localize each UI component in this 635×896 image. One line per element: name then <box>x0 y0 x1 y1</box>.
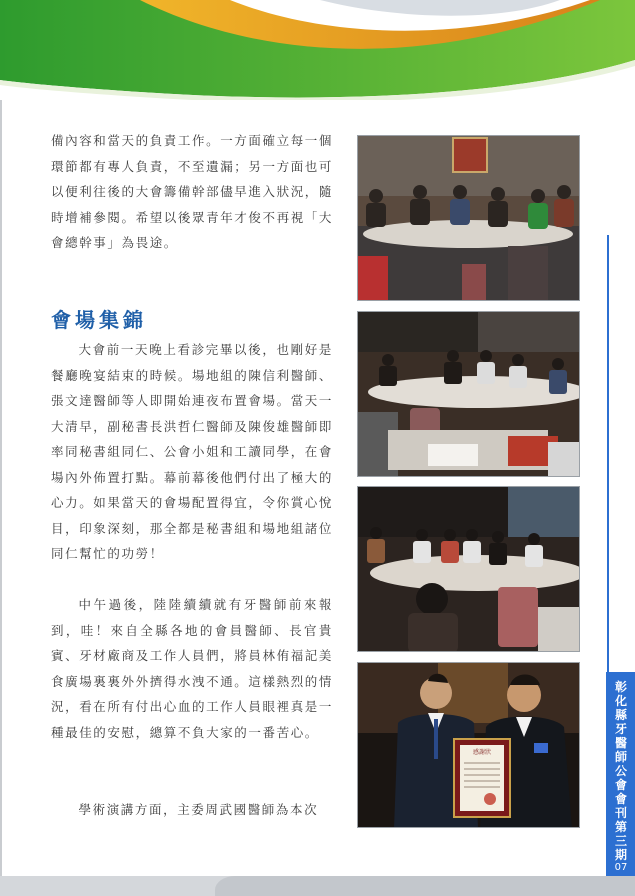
footer-bar <box>0 876 635 896</box>
footer-swoosh <box>215 876 635 896</box>
body-paragraph: 中午過後，陸陸續續就有牙醫師前來報到，哇！來自全縣各地的會員醫師、長官貴賓、牙材廠商及工作人員們，將員林侑福記美食廣場裏裏外外擠得水洩不通。這樣熱烈的情況，看在所有付出心血的工作人員眼裡真是一種最佳的安慰，總算不負大家的一番苦心。 <box>51 597 334 740</box>
header-banner <box>0 0 635 100</box>
body-paragraph: 大會前一天晚上看診完畢以後，也剛好是餐廳晚宴結束的時候。場地組的陳信利醫師、張文達醫師等人即開始連夜布置會場。當天一大清早，副秘書長洪哲仁醫師及陳俊雄醫師即率同秘書組同仁、公會小姐和工讀同學，在會場內外佈置打點。幕前幕後他們付出了極大的心力。如果當天的會場配置得宜，令你賞心悅目，印象深刻，那全都是秘書組和場地組諸位同仁幫忙的功勞！ <box>51 342 334 561</box>
side-accent-line <box>607 235 609 672</box>
banquet-hall-photo <box>357 311 580 477</box>
intro-block <box>51 128 333 256</box>
section-body-3 <box>51 797 333 823</box>
left-margin-rule <box>0 100 2 876</box>
section-body-2 <box>51 592 333 745</box>
section-body <box>51 337 333 567</box>
certificate-heading: 感謝狀 <box>472 749 492 756</box>
banquet-table-photo <box>357 135 580 301</box>
dining-guests-photo <box>357 486 580 652</box>
journal-title: 彰化縣牙醫師公會會刊第三期 <box>614 680 627 862</box>
section-heading: 會場集錦 <box>51 308 147 332</box>
intro-paragraph: 備內容和當天的負責工作。一方面確立每一個環節都有專人負責，不至遺漏；另一方面也可以便利往後的大會籌備幹部儘早進入狀況，隨時增補參閱。希望以後眾青年才俊不再視「大會總幹事」為畏途。 <box>51 133 334 250</box>
page-number: 07 <box>614 862 628 873</box>
certificate-presentation-photo <box>357 662 580 828</box>
body-paragraph: 學術演講方面，主委周武國醫師為本次 <box>78 802 319 817</box>
